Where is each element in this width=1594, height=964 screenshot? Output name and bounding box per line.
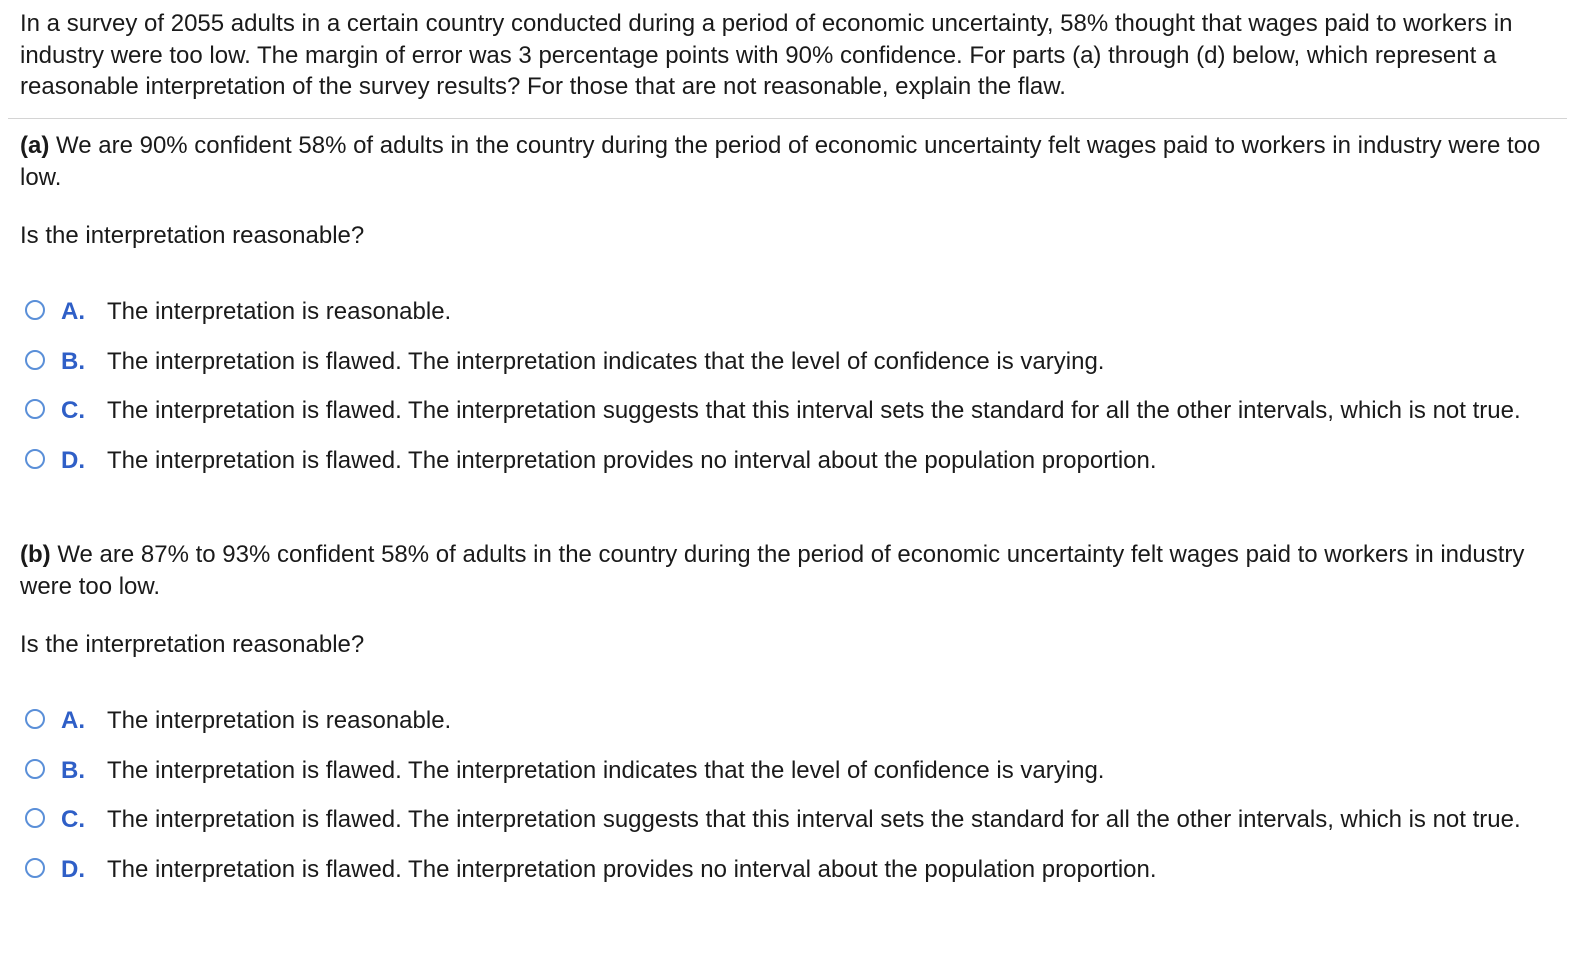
option-text: The interpretation is flawed. The interpretation indicates that the level of confidence is varying. (107, 756, 1105, 784)
part-b-option-a[interactable] (20, 705, 1565, 737)
part-b-options (20, 705, 1565, 903)
option-letter: A. (61, 298, 85, 325)
option-text: The interpretation is reasonable. (107, 298, 452, 325)
radio-button-icon[interactable] (25, 858, 45, 878)
part-b-option-c[interactable] (20, 804, 1565, 836)
part-a (20, 130, 1565, 474)
option-letter: B. (61, 756, 85, 784)
option-letter: C. (61, 806, 85, 833)
part-a-statement (20, 130, 1565, 193)
option-letter: B. (61, 347, 85, 375)
part-a-question: Is the interpretation reasonable? (20, 222, 365, 249)
section-divider (8, 118, 1567, 119)
radio-button-icon[interactable] (25, 449, 45, 469)
radio-button-icon[interactable] (25, 350, 45, 370)
part-a-options (20, 296, 1565, 494)
part-a-option-a[interactable] (20, 296, 1565, 328)
part-b-option-d[interactable] (20, 854, 1565, 886)
part-b-label: (b) (20, 541, 51, 568)
part-b-statement-text: We are 87% to 93% confident 58% of adults in the country during the period of economic uncertainty felt wages paid to workers in industry were too low. (20, 541, 1525, 600)
radio-button-icon[interactable] (25, 709, 45, 729)
option-letter: D. (61, 855, 85, 883)
option-letter: C. (61, 397, 85, 424)
part-b-question: Is the interpretation reasonable? (20, 631, 365, 658)
part-a-option-b[interactable] (20, 346, 1565, 378)
part-b-option-b[interactable] (20, 755, 1565, 787)
part-a-option-d[interactable] (20, 445, 1565, 477)
part-a-statement-text: We are 90% confident 58% of adults in the country during the period of economic uncertainty felt wages paid to workers in industry were too low. (20, 132, 1541, 191)
part-b (20, 539, 1565, 883)
radio-button-icon[interactable] (25, 300, 45, 320)
part-a-label: (a) (20, 132, 50, 159)
option-text: The interpretation is flawed. The interpretation indicates that the level of confidence is varying. (107, 347, 1105, 375)
option-letter: A. (61, 707, 85, 734)
part-a-option-c[interactable] (20, 395, 1565, 427)
radio-button-icon[interactable] (25, 759, 45, 779)
option-letter: D. (61, 446, 85, 474)
option-text: The interpretation is flawed. The interpretation provides no interval about the population proportion. (107, 855, 1157, 883)
option-text: The interpretation is flawed. The interpretation suggests that this interval sets the standard for all the other intervals, which is not true. (107, 397, 1521, 424)
option-text: The interpretation is reasonable. (107, 707, 452, 734)
part-b-statement (20, 539, 1565, 602)
radio-button-icon[interactable] (25, 399, 45, 419)
radio-button-icon[interactable] (25, 808, 45, 828)
option-text: The interpretation is flawed. The interpretation provides no interval about the population proportion. (107, 446, 1157, 474)
option-text: The interpretation is flawed. The interpretation suggests that this interval sets the standard for all the other intervals, which is not true. (107, 806, 1521, 833)
problem-intro: In a survey of 2055 adults in a certain country conducted during a period of economic uncertainty, 58% thought that wages paid to workers in industry were too low. The margin of error was 3 percentage points with 90% confidence. For parts (a) through (d) below, which represent a reasonable interpretation of the survey results? For those that are not reasonable, explain the flaw. (20, 10, 1513, 100)
